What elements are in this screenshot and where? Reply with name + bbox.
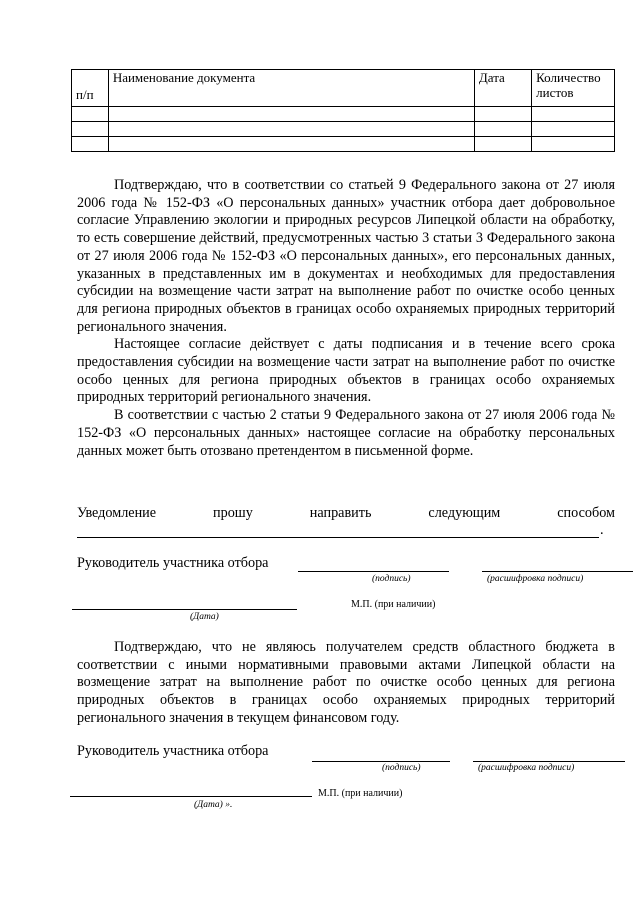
table-cell[interactable]: [108, 137, 474, 152]
decode-caption-1: (расшифровка подписи): [487, 574, 584, 584]
header-date: Дата: [474, 70, 531, 107]
notification-method-field[interactable]: [77, 537, 599, 538]
stamp-note-1: М.П. (при наличии): [351, 599, 436, 610]
table-cell[interactable]: [72, 122, 109, 137]
header-count: Количество листов: [532, 70, 615, 107]
date-field-2[interactable]: [70, 796, 312, 797]
paragraph-non-recipient: Подтверждаю, что не являюсь получателем средств областного бюджета в соответствии с иными нормативными правовыми актами Липецкой области на возмещение затрат на выполнение работ по очистке особо ценных для региона природных объектов в границах особо охраняемых природных территорий регионального значения в текущем финансовом году.: [77, 639, 615, 726]
header-name: Наименование документа: [108, 70, 474, 107]
signature-field-2[interactable]: [312, 761, 450, 762]
signature-caption-1: (подпись): [372, 574, 411, 584]
non-recipient-text: [77, 639, 615, 728]
stamp-note-2: М.П. (при наличии): [318, 788, 403, 799]
table-cell[interactable]: [532, 137, 615, 152]
header-num: п/п: [72, 70, 109, 107]
table-row: [72, 137, 615, 152]
documents-table: [71, 69, 615, 152]
table-cell[interactable]: [72, 107, 109, 122]
table-cell[interactable]: [532, 107, 615, 122]
date-caption-2: (Дата) ».: [194, 800, 233, 810]
notice-end: .: [600, 522, 604, 538]
notice-word: способом: [557, 505, 615, 521]
table-cell[interactable]: [108, 107, 474, 122]
table-cell[interactable]: [72, 137, 109, 152]
table-row: [72, 122, 615, 137]
signature-decode-field-2[interactable]: [473, 761, 625, 762]
table-row: [72, 107, 615, 122]
table-cell[interactable]: [108, 122, 474, 137]
table-cell[interactable]: [532, 122, 615, 137]
head-label-2: Руководитель участника отбора: [77, 743, 269, 759]
notice-word: направить: [309, 505, 372, 521]
notice-word: прошу: [213, 505, 253, 521]
date-field-1[interactable]: [72, 609, 297, 610]
signature-decode-field-1[interactable]: [482, 571, 633, 572]
notification-method: [77, 505, 615, 522]
consent-text: [77, 177, 615, 460]
date-caption-1: (Дата): [190, 612, 219, 622]
table-cell[interactable]: [474, 122, 531, 137]
table-header-row: [72, 70, 615, 107]
table-cell[interactable]: [474, 137, 531, 152]
signature-field-1[interactable]: [298, 571, 449, 572]
paragraph-consent: Подтверждаю, что в соответствии со статьей 9 Федерального закона от 27 июля 2006 года № 152-ФЗ «О персональных данных» участник отбора дает добровольное согласие Управлению экологии и природных ресурсов Липецкой области на обработку, то есть совершение действий, предусмотренных частью 3 статьи 3 Федерального закона от 27 июля 2006 года № 152-ФЗ «О персональных данных», его персональных данных, указанных в представленных им в документах и необходимых для предоставления субсидии на возмещение части затрат на выполнение работ по очистке особо ценных для региона природных объектов в границах особо охраняемых природных территорий регионального значения.: [77, 177, 615, 335]
table-cell[interactable]: [474, 107, 531, 122]
paragraph-revocation: В соответствии с частью 2 статьи 9 Федерального закона от 27 июля 2006 года № 152-ФЗ «О персональных данных» настоящее согласие на обработку персональных данных может быть отозвано претендентом в письменной форме.: [77, 407, 615, 459]
head-label-1: Руководитель участника отбора: [77, 555, 269, 571]
paragraph-validity: Настоящее согласие действует с даты подписания и в течение всего срока предоставления субсидии на возмещение части затрат на выполнение работ по очистке особо ценных для региона природных объектов в границах особо охраняемых природных территорий регионального значения.: [77, 336, 615, 406]
notice-word: Уведомление: [77, 505, 157, 521]
notice-word: следующим: [428, 505, 501, 521]
signature-caption-2: (подпись): [382, 763, 421, 773]
decode-caption-2: (расшифровка подписи): [478, 763, 575, 773]
